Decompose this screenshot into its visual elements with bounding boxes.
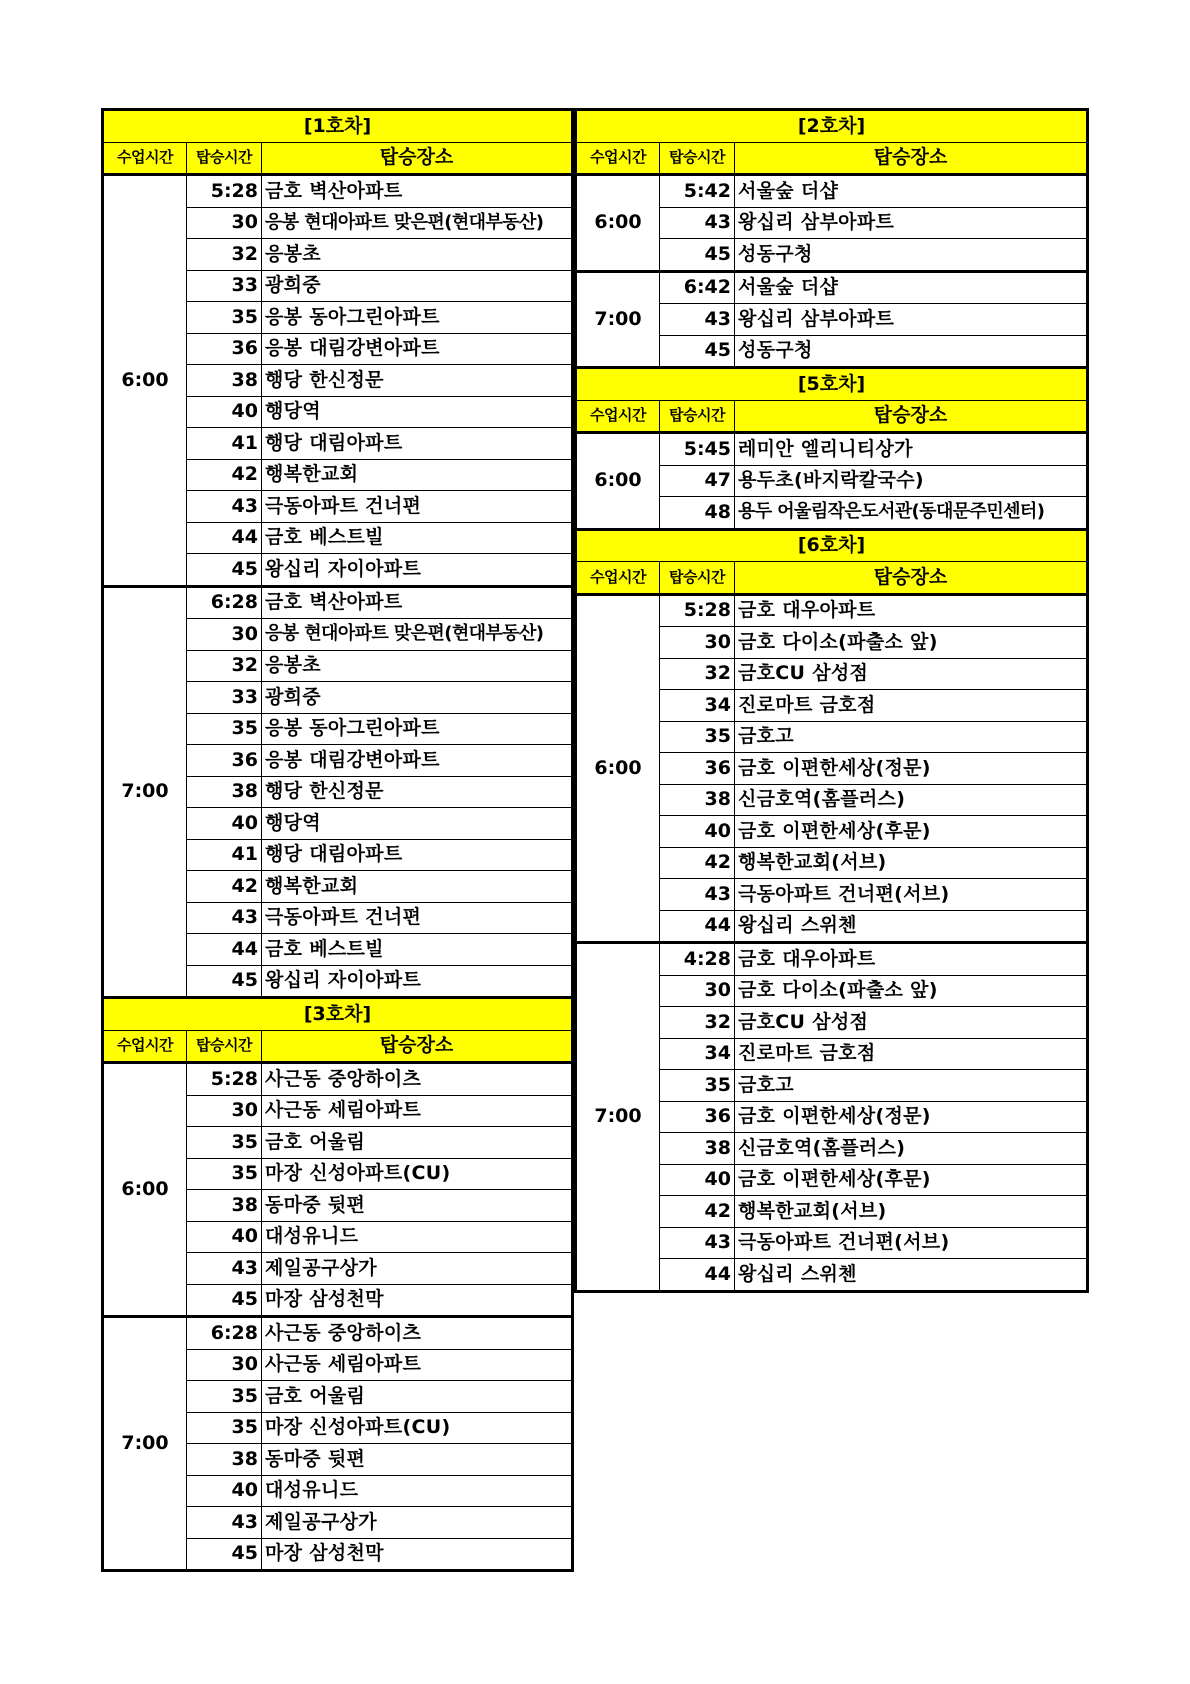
board-place-cell: 용두초(바지락칼국수)	[735, 465, 1088, 497]
board-place-cell: 금호 이편한세상(후문)	[735, 1164, 1088, 1196]
board-place-cell: 사근동 세림아파트	[262, 1349, 573, 1381]
board-time-cell: 35	[187, 713, 262, 745]
board-place-cell: 광희중	[262, 682, 573, 714]
class-time-cell: 6:00	[103, 175, 187, 587]
board-time-cell: 43	[187, 491, 262, 523]
board-place-cell: 행복한교회	[262, 459, 573, 491]
header-board-time: 탑승시간	[660, 562, 735, 595]
class-time-cell: 7:00	[576, 943, 660, 1292]
board-time-cell: 42	[660, 1196, 735, 1228]
board-time-cell: 43	[660, 1227, 735, 1259]
board-place-cell: 사근동 중앙하이츠	[262, 1317, 573, 1350]
board-place-cell: 마장 신성아파트(CU)	[262, 1412, 573, 1444]
board-time-cell: 5:28	[187, 175, 262, 208]
board-place-cell: 금호 어울림	[262, 1381, 573, 1413]
table-row	[576, 271, 1088, 304]
board-place-cell: 행복한교회(서브)	[735, 1196, 1088, 1228]
board-time-cell: 38	[187, 365, 262, 397]
bus1-section	[103, 110, 573, 998]
board-time-cell: 42	[187, 871, 262, 903]
board-place-cell: 극동아파트 건너편(서브)	[735, 1227, 1088, 1259]
board-time-cell: 5:28	[660, 594, 735, 627]
board-place-cell: 마장 신성아파트(CU)	[262, 1158, 573, 1190]
class-time-cell: 6:00	[576, 433, 660, 530]
board-time-cell: 43	[660, 207, 735, 239]
bus2-section	[576, 110, 1088, 368]
board-time-cell: 43	[187, 902, 262, 934]
board-place-cell: 행당역	[262, 396, 573, 428]
board-place-cell: 금호CU 삼성점	[735, 1007, 1088, 1039]
board-time-cell: 38	[660, 784, 735, 816]
header-row	[576, 562, 1088, 595]
section-title-row	[103, 998, 573, 1031]
board-place-cell: 금호 베스트빌	[262, 934, 573, 966]
board-place-cell: 사근동 세림아파트	[262, 1095, 573, 1127]
board-time-cell: 40	[187, 808, 262, 840]
header-board-place: 탑승장소	[262, 142, 573, 175]
board-time-cell: 45	[187, 554, 262, 587]
board-time-cell: 43	[660, 304, 735, 336]
board-place-cell: 극동아파트 건너편	[262, 491, 573, 523]
board-time-cell: 6:42	[660, 271, 735, 304]
header-class-time: 수업시간	[103, 142, 187, 175]
board-time-cell: 32	[660, 658, 735, 690]
board-time-cell: 35	[187, 302, 262, 334]
board-place-cell: 금호 벽산아파트	[262, 586, 573, 619]
section-title: [1호차]	[103, 110, 573, 143]
header-row	[576, 142, 1088, 175]
board-place-cell: 성동구청	[735, 335, 1088, 368]
board-place-cell: 응봉 동아그린아파트	[262, 713, 573, 745]
board-time-cell: 38	[187, 1444, 262, 1476]
header-class-time: 수업시간	[103, 1030, 187, 1063]
board-place-cell: 성동구청	[735, 239, 1088, 272]
board-place-cell: 왕십리 자이아파트	[262, 965, 573, 998]
board-place-cell: 응봉 현대아파트 맞은편(현대부동산)	[262, 207, 573, 239]
section-title-row	[103, 110, 573, 143]
board-place-cell: 행당 대림아파트	[262, 839, 573, 871]
board-time-cell: 35	[187, 1381, 262, 1413]
board-time-cell: 45	[187, 1538, 262, 1571]
bus3-section	[103, 998, 573, 1571]
board-time-cell: 4:28	[660, 943, 735, 976]
board-time-cell: 5:42	[660, 175, 735, 208]
board-place-cell: 금호 다이소(파출소 앞)	[735, 627, 1088, 659]
bus6-section	[576, 529, 1088, 1291]
board-time-cell: 33	[187, 270, 262, 302]
board-place-cell: 서울숲 더샵	[735, 271, 1088, 304]
board-time-cell: 41	[187, 839, 262, 871]
header-board-place: 탑승장소	[735, 142, 1088, 175]
board-time-cell: 42	[660, 847, 735, 879]
right-schedule-table	[574, 108, 1089, 1293]
board-time-cell: 45	[660, 335, 735, 368]
board-place-cell: 금호 다이소(파출소 앞)	[735, 975, 1088, 1007]
board-place-cell: 금호 벽산아파트	[262, 175, 573, 208]
board-place-cell: 왕십리 삼부아파트	[735, 304, 1088, 336]
class-time-cell: 6:00	[576, 175, 660, 272]
board-time-cell: 42	[187, 459, 262, 491]
header-board-time: 탑승시간	[660, 142, 735, 175]
board-time-cell: 30	[187, 207, 262, 239]
table-row	[576, 433, 1088, 466]
board-place-cell: 응봉 대림강변아파트	[262, 333, 573, 365]
section-title-row	[576, 529, 1088, 562]
table-row	[103, 1063, 573, 1096]
table-row	[576, 175, 1088, 208]
board-time-cell: 34	[660, 1038, 735, 1070]
board-place-cell: 금호 이편한세상(정문)	[735, 1101, 1088, 1133]
left-schedule-table	[101, 108, 574, 1572]
board-time-cell: 35	[187, 1412, 262, 1444]
header-board-time: 탑승시간	[187, 1030, 262, 1063]
board-time-cell: 6:28	[187, 586, 262, 619]
board-place-cell: 금호 이편한세상(정문)	[735, 753, 1088, 785]
header-class-time: 수업시간	[576, 400, 660, 433]
board-time-cell: 32	[660, 1007, 735, 1039]
section-title-row	[576, 368, 1088, 401]
board-time-cell: 35	[660, 721, 735, 753]
board-place-cell: 제일공구상가	[262, 1253, 573, 1285]
header-board-place: 탑승장소	[262, 1030, 573, 1063]
board-place-cell: 응봉 현대아파트 맞은편(현대부동산)	[262, 619, 573, 651]
board-place-cell: 대성유니드	[262, 1221, 573, 1253]
board-place-cell: 왕십리 삼부아파트	[735, 207, 1088, 239]
board-place-cell: 금호CU 삼성점	[735, 658, 1088, 690]
class-time-cell: 7:00	[103, 1317, 187, 1571]
board-time-cell: 6:28	[187, 1317, 262, 1350]
board-time-cell: 35	[187, 1158, 262, 1190]
board-place-cell: 신금호역(홈플러스)	[735, 784, 1088, 816]
board-time-cell: 40	[187, 1221, 262, 1253]
class-time-cell: 6:00	[103, 1063, 187, 1317]
board-time-cell: 38	[187, 776, 262, 808]
board-time-cell: 35	[660, 1070, 735, 1102]
board-time-cell: 38	[660, 1133, 735, 1165]
board-time-cell: 34	[660, 690, 735, 722]
class-time-cell: 7:00	[576, 271, 660, 368]
board-place-cell: 행당 한신정문	[262, 776, 573, 808]
section-title: [3호차]	[103, 998, 573, 1031]
board-time-cell: 33	[187, 682, 262, 714]
board-place-cell: 마장 삼성천막	[262, 1538, 573, 1571]
board-place-cell: 행복한교회(서브)	[735, 847, 1088, 879]
board-place-cell: 행복한교회	[262, 871, 573, 903]
bus5-section	[576, 368, 1088, 530]
board-place-cell: 금호 베스트빌	[262, 522, 573, 554]
board-time-cell: 48	[660, 497, 735, 530]
header-row	[576, 400, 1088, 433]
board-time-cell: 32	[187, 239, 262, 271]
class-time-cell: 7:00	[103, 586, 187, 998]
board-place-cell: 서울숲 더샵	[735, 175, 1088, 208]
table-row	[103, 1317, 573, 1350]
header-row	[103, 142, 573, 175]
header-class-time: 수업시간	[576, 562, 660, 595]
section-title-row	[576, 110, 1088, 143]
board-time-cell: 30	[187, 619, 262, 651]
section-title: [2호차]	[576, 110, 1088, 143]
board-time-cell: 43	[660, 879, 735, 911]
board-time-cell: 30	[187, 1095, 262, 1127]
board-time-cell: 30	[660, 975, 735, 1007]
board-time-cell: 45	[187, 1284, 262, 1317]
board-time-cell: 36	[660, 753, 735, 785]
table-row	[103, 586, 573, 619]
board-place-cell: 응봉 대림강변아파트	[262, 745, 573, 777]
board-time-cell: 36	[187, 745, 262, 777]
board-place-cell: 진로마트 금호점	[735, 690, 1088, 722]
board-time-cell: 44	[660, 1259, 735, 1292]
board-place-cell: 사근동 중앙하이츠	[262, 1063, 573, 1096]
board-time-cell: 36	[187, 333, 262, 365]
board-place-cell: 행당 한신정문	[262, 365, 573, 397]
board-place-cell: 금호고	[735, 1070, 1088, 1102]
class-time-cell: 6:00	[576, 594, 660, 943]
board-time-cell: 43	[187, 1253, 262, 1285]
board-place-cell: 마장 삼성천막	[262, 1284, 573, 1317]
board-time-cell: 45	[187, 965, 262, 998]
board-place-cell: 신금호역(홈플러스)	[735, 1133, 1088, 1165]
board-place-cell: 레미안 엘리니티상가	[735, 433, 1088, 466]
board-place-cell: 응봉초	[262, 239, 573, 271]
board-place-cell: 응봉초	[262, 650, 573, 682]
board-place-cell: 광희중	[262, 270, 573, 302]
board-place-cell: 대성유니드	[262, 1475, 573, 1507]
board-time-cell: 41	[187, 428, 262, 460]
board-place-cell: 응봉 동아그린아파트	[262, 302, 573, 334]
board-place-cell: 극동아파트 건너편(서브)	[735, 879, 1088, 911]
board-place-cell: 금호 대우아파트	[735, 943, 1088, 976]
board-time-cell: 5:28	[187, 1063, 262, 1096]
board-place-cell: 금호 이편한세상(후문)	[735, 816, 1088, 848]
board-time-cell: 44	[660, 910, 735, 943]
board-place-cell: 행당역	[262, 808, 573, 840]
board-place-cell: 극동아파트 건너편	[262, 902, 573, 934]
board-place-cell: 왕십리 스위첸	[735, 910, 1088, 943]
board-time-cell: 40	[660, 1164, 735, 1196]
board-place-cell: 동마중 뒷편	[262, 1190, 573, 1222]
board-place-cell: 용두 어울림작은도서관(동대문주민센터)	[735, 497, 1088, 530]
board-place-cell: 진로마트 금호점	[735, 1038, 1088, 1070]
board-time-cell: 43	[187, 1507, 262, 1539]
table-row	[103, 175, 573, 208]
table-row	[576, 594, 1088, 627]
board-time-cell: 40	[660, 816, 735, 848]
board-time-cell: 44	[187, 522, 262, 554]
board-time-cell: 5:45	[660, 433, 735, 466]
board-place-cell: 왕십리 자이아파트	[262, 554, 573, 587]
table-row	[576, 943, 1088, 976]
board-time-cell: 40	[187, 396, 262, 428]
header-class-time: 수업시간	[576, 142, 660, 175]
board-time-cell: 38	[187, 1190, 262, 1222]
board-place-cell: 금호고	[735, 721, 1088, 753]
header-row	[103, 1030, 573, 1063]
board-time-cell: 35	[187, 1127, 262, 1159]
board-time-cell: 36	[660, 1101, 735, 1133]
section-title: [6호차]	[576, 529, 1088, 562]
board-time-cell: 30	[660, 627, 735, 659]
header-board-time: 탑승시간	[660, 400, 735, 433]
board-place-cell: 제일공구상가	[262, 1507, 573, 1539]
board-time-cell: 47	[660, 465, 735, 497]
board-time-cell: 45	[660, 239, 735, 272]
board-place-cell: 금호 대우아파트	[735, 594, 1088, 627]
board-place-cell: 행당 대림아파트	[262, 428, 573, 460]
board-place-cell: 동마중 뒷편	[262, 1444, 573, 1476]
header-board-place: 탑승장소	[735, 562, 1088, 595]
header-board-time: 탑승시간	[187, 142, 262, 175]
board-time-cell: 40	[187, 1475, 262, 1507]
header-board-place: 탑승장소	[735, 400, 1088, 433]
board-place-cell: 금호 어울림	[262, 1127, 573, 1159]
board-place-cell: 왕십리 스위첸	[735, 1259, 1088, 1292]
board-time-cell: 44	[187, 934, 262, 966]
board-time-cell: 32	[187, 650, 262, 682]
board-time-cell: 30	[187, 1349, 262, 1381]
section-title: [5호차]	[576, 368, 1088, 401]
